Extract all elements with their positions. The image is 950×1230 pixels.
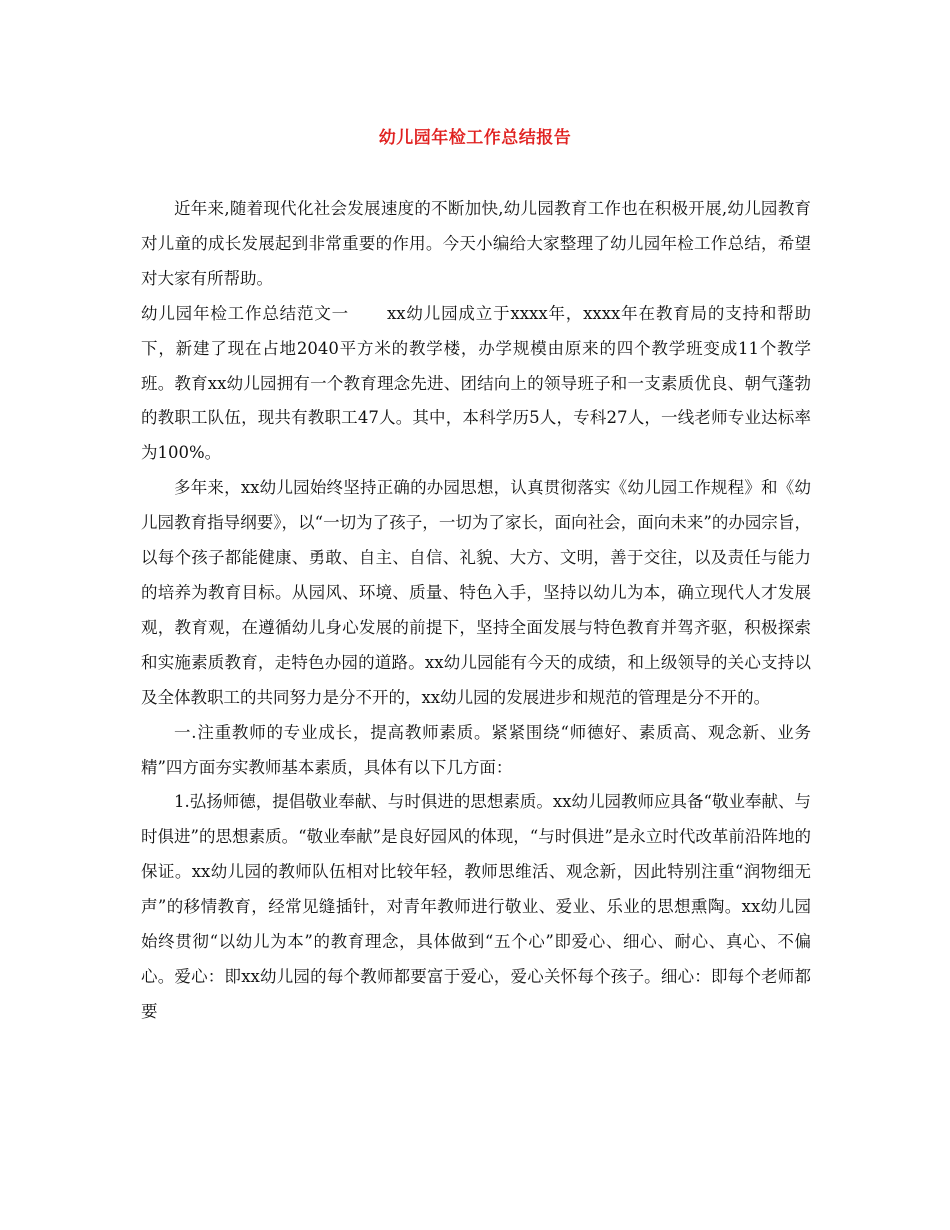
paragraph-teacher-growth: 一.注重教师的专业成长，提高教师素质。紧紧围绕“师德好、素质高、观念新、业务精”四方面夯实教师基本素质，具体有以下几方面： — [141, 722, 811, 777]
document-title: 幼儿园年检工作总结报告 — [378, 128, 572, 148]
sample-body: xx幼儿园成立于xxxx年，xxxx年在教育局的支持和帮助下，新建了现在占地2040平方米的教学楼，办学规模由原来的四个教学班变成11个教学班。教育xx幼儿园拥有一个教育理念先进、团结向上的领导班子和一支素质优良、朝气蓬勃的教职工队伍，现共有教职工47人。其中，本科学历5人，专科27人，一线老师专业达标率为100%。 — [141, 303, 811, 463]
intro-paragraph: 近年来,随着现代化社会发展速度的不断加快,幼儿园教育工作也在积极开展,幼儿园教育对儿童的成长发展起到非常重要的作用。今天小编给大家整理了幼儿园年检工作总结，希望对大家有所帮助。 — [141, 199, 811, 288]
paragraph-philosophy: 多年来，xx幼儿园始终坚持正确的办园思想，认真贯彻落实《幼儿园工作规程》和《幼儿园教育指导纲要》，以“一切为了孩子，一切为了家长，面向社会，面向未来”的办园宗旨，以每个孩子都能健康、勇敢、自主、自信、礼貌、大方、文明，善于交往，以及责任与能力的培养为教育目标。从园风、环境、质量、特色入手，坚持以幼儿为本，确立现代人才发展观，教育观，在遵循幼儿身心发展的前提下，坚持全面发展与特色教育并驾齐驱，积极探索和实施素质教育，走特色办园的道路。xx幼儿园能有今天的成绩，和上级领导的关心支持以及全体教职工的共同努力是分不开的，xx幼儿园的发展进步和规范的管理是分不开的。 — [141, 478, 811, 707]
document-body — [141, 192, 811, 1030]
sample-heading: 幼儿园年检工作总结范文一 — [141, 303, 349, 323]
sample-paragraph — [141, 297, 811, 472]
paragraph-ethics: 1.弘扬师德，提倡敬业奉献、与时俱进的思想素质。xx幼儿园教师应具备“敬业奉献、与时俱进”的思想素质。“敬业奉献”是良好园风的体现，“与时俱进”是永立时代改革前沿阵地的保证。xx幼儿园的教师队伍相对比较年轻，教师思维活、观念新，因此特别注重“润物细无声”的移情教育，经常见缝插针，对青年教师进行敬业、爱业、乐业的思想熏陶。xx幼儿园始终贯彻“以幼儿为本”的教育理念，具体做到“五个心”即爱心、细心、耐心、真心、不偏心。爱心：即xx幼儿园的每个教师都要富于爱心，爱心关怀每个孩子。细心：即每个老师都要 — [141, 792, 811, 1021]
